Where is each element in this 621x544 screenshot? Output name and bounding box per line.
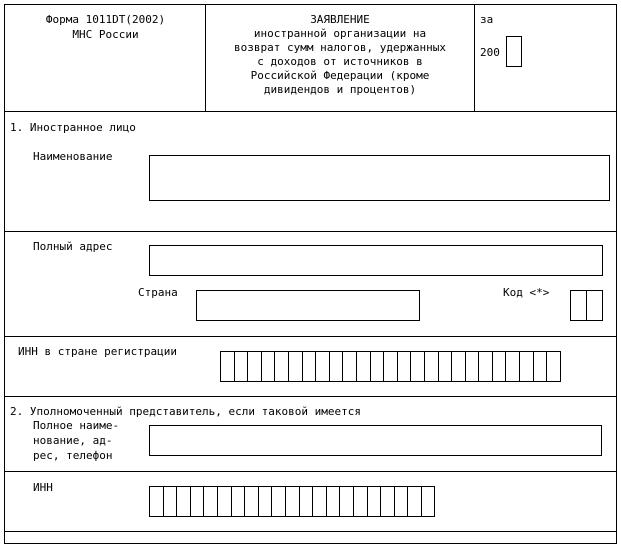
inn-digit-cell[interactable] xyxy=(356,351,371,382)
form-title-line4: с доходов от источников в xyxy=(257,55,423,68)
name-label: Наименование xyxy=(33,150,113,163)
inn-digit-cell[interactable] xyxy=(274,351,289,382)
inn-digit-cell[interactable] xyxy=(244,486,259,517)
inn-digit-cell[interactable] xyxy=(176,486,191,517)
rep-field[interactable] xyxy=(149,425,602,456)
form-authority: МНС России xyxy=(72,28,139,41)
year-digit-field[interactable] xyxy=(506,36,522,67)
inn-digit-cell[interactable] xyxy=(163,486,178,517)
inn-digit-cell[interactable] xyxy=(312,486,327,517)
inn-digit-cell[interactable] xyxy=(315,351,330,382)
inn-digit-cell[interactable] xyxy=(302,351,317,382)
inn-reg-label: ИНН в стране регистрации xyxy=(18,345,177,358)
inn-digit-cell[interactable] xyxy=(438,351,453,382)
inn-digit-cell[interactable] xyxy=(149,486,164,517)
inn-digit-cell[interactable] xyxy=(397,351,412,382)
inn-reg-cells[interactable] xyxy=(220,351,560,382)
inn-digit-cell[interactable] xyxy=(231,486,246,517)
inn-digit-cell[interactable] xyxy=(342,351,357,382)
inn-digit-cell[interactable] xyxy=(478,351,493,382)
rep-label-line2: нование, ад- xyxy=(33,434,113,447)
inn-digit-cell[interactable] xyxy=(288,351,303,382)
inn-digit-cell[interactable] xyxy=(190,486,205,517)
divider-bottom xyxy=(4,531,617,532)
form-title-line5: Российской Федерации (кроме xyxy=(250,69,430,82)
form-title-line1: ЗАЯВЛЕНИЕ xyxy=(310,13,370,26)
inn-digit-cell[interactable] xyxy=(220,351,235,382)
form-title-line3: возврат сумм налогов, удержанных xyxy=(234,41,446,54)
header-divider-right xyxy=(474,4,475,111)
period-label: за xyxy=(480,13,494,26)
address-field[interactable] xyxy=(149,245,603,276)
inn-digit-cell[interactable] xyxy=(519,351,534,382)
rep-label-line3: рес, телефон xyxy=(33,449,113,462)
inn-digit-cell[interactable] xyxy=(505,351,520,382)
inn-digit-cell[interactable] xyxy=(203,486,218,517)
inn-digit-cell[interactable] xyxy=(410,351,425,382)
inn-digit-cell[interactable] xyxy=(285,486,300,517)
inn-digit-cell[interactable] xyxy=(383,351,398,382)
inn-digit-cell[interactable] xyxy=(533,351,548,382)
inn-digit-cell[interactable] xyxy=(299,486,314,517)
inn-digit-cell[interactable] xyxy=(234,351,249,382)
code-label: Код <*> xyxy=(503,286,550,299)
inn-digit-cell[interactable] xyxy=(465,351,480,382)
divider-rep-inn xyxy=(4,471,617,472)
section1-heading: 1. Иностранное лицо xyxy=(10,121,136,134)
divider-address xyxy=(4,231,617,232)
inn-digit-cell[interactable] xyxy=(380,486,395,517)
country-field[interactable] xyxy=(196,290,420,321)
country-code-cells[interactable] xyxy=(570,290,602,321)
country-label: Страна xyxy=(138,286,178,299)
inn-digit-cell[interactable] xyxy=(326,486,341,517)
code-cell[interactable] xyxy=(586,290,603,321)
inn-digit-cell[interactable] xyxy=(261,351,276,382)
form-title-line2: иностранной организации на xyxy=(253,27,427,40)
year-prefix: 200 xyxy=(480,46,500,59)
rep-inn-cells[interactable] xyxy=(149,486,434,517)
form-title-line6: дивидендов и процентов) xyxy=(263,83,417,96)
inn-digit-cell[interactable] xyxy=(370,351,385,382)
inn-digit-cell[interactable] xyxy=(339,486,354,517)
divider-inn xyxy=(4,336,617,337)
inn-digit-cell[interactable] xyxy=(421,486,436,517)
name-field[interactable] xyxy=(149,155,610,201)
inn-digit-cell[interactable] xyxy=(546,351,561,382)
divider-section2 xyxy=(4,396,617,397)
inn-digit-cell[interactable] xyxy=(394,486,409,517)
rep-inn-label: ИНН xyxy=(33,481,53,494)
inn-digit-cell[interactable] xyxy=(451,351,466,382)
inn-digit-cell[interactable] xyxy=(367,486,382,517)
inn-digit-cell[interactable] xyxy=(271,486,286,517)
inn-digit-cell[interactable] xyxy=(492,351,507,382)
form-code: Форма 1011DT(2002) xyxy=(45,13,166,26)
inn-digit-cell[interactable] xyxy=(258,486,273,517)
section2-heading: 2. Уполномоченный представитель, если таковой имеется xyxy=(10,405,361,418)
rep-label-line1: Полное наиме- xyxy=(33,419,120,432)
address-label: Полный адрес xyxy=(33,240,113,253)
inn-digit-cell[interactable] xyxy=(217,486,232,517)
inn-digit-cell[interactable] xyxy=(329,351,344,382)
inn-digit-cell[interactable] xyxy=(407,486,422,517)
code-cell[interactable] xyxy=(570,290,587,321)
inn-digit-cell[interactable] xyxy=(424,351,439,382)
divider-header xyxy=(4,111,617,112)
inn-digit-cell[interactable] xyxy=(247,351,262,382)
inn-digit-cell[interactable] xyxy=(353,486,368,517)
